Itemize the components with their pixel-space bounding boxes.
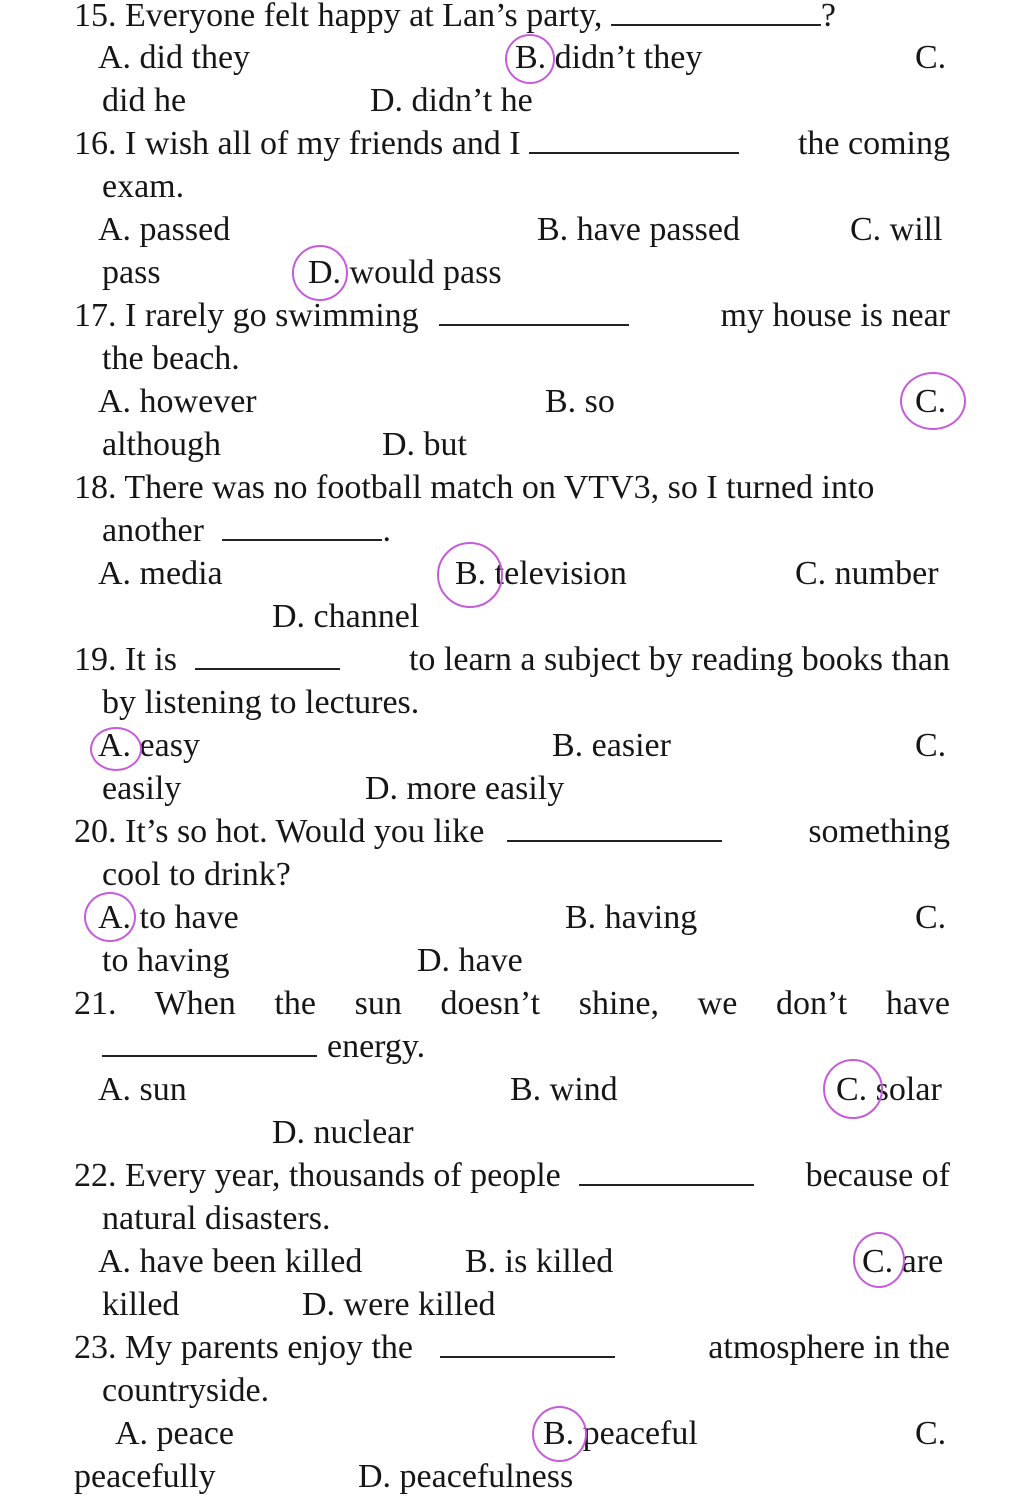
q19-option-c[interactable]: C. bbox=[915, 727, 947, 764]
q15-option-c-cont: did he bbox=[102, 82, 187, 119]
question-16-stem: 16. I wish all of my friends and I the coming bbox=[74, 122, 950, 165]
q19-option-a[interactable]: A. easy bbox=[98, 727, 200, 764]
q21-option-b[interactable]: B. wind bbox=[510, 1071, 618, 1108]
q16-option-d[interactable]: D. would pass bbox=[308, 254, 502, 291]
q16-option-c[interactable]: C. will bbox=[850, 211, 943, 248]
q22-option-c-cont: killed bbox=[102, 1286, 180, 1323]
q15-option-a[interactable]: A. did they bbox=[98, 39, 251, 76]
q20-option-c-cont: to having bbox=[102, 942, 230, 979]
q20-option-d[interactable]: D. have bbox=[417, 942, 523, 979]
question-22-stem: 22. Every year, thousands of people because of bbox=[74, 1154, 950, 1197]
q22-stem-cont: natural disasters. bbox=[102, 1200, 331, 1237]
question-19-stem: 19. It is to learn a subject by reading books than bbox=[74, 638, 950, 681]
q16-stem-cont: exam. bbox=[102, 168, 185, 205]
q19-option-b[interactable]: B. easier bbox=[552, 727, 671, 764]
q17-option-a[interactable]: A. however bbox=[98, 383, 257, 420]
q22-option-b[interactable]: B. is killed bbox=[465, 1243, 614, 1280]
question-23-stem: 23. My parents enjoy the atmosphere in the bbox=[74, 1326, 950, 1369]
q23-option-a[interactable]: A. peace bbox=[115, 1415, 234, 1452]
q20-option-b[interactable]: B. having bbox=[565, 899, 698, 936]
q18-option-b[interactable]: B. television bbox=[455, 555, 627, 592]
q15-option-b[interactable]: B. didn’t they bbox=[515, 39, 703, 76]
question-17-stem: 17. I rarely go swimming my house is near bbox=[74, 294, 950, 337]
q23-option-c-cont: peacefully bbox=[74, 1458, 216, 1495]
q23-option-b[interactable]: B. peaceful bbox=[543, 1415, 698, 1452]
q15-option-d[interactable]: D. didn’t he bbox=[370, 82, 533, 119]
q17-option-b[interactable]: B. so bbox=[545, 383, 615, 420]
q17-option-c[interactable]: C. bbox=[915, 383, 947, 420]
q20-option-c[interactable]: C. bbox=[915, 899, 947, 936]
q18-option-a[interactable]: A. media bbox=[98, 555, 223, 592]
q21-stem-cont: energy. bbox=[102, 1025, 425, 1068]
q21-option-a[interactable]: A. sun bbox=[98, 1071, 187, 1108]
q19-stem-cont: by listening to lectures. bbox=[102, 684, 420, 721]
q19-option-d[interactable]: D. more easily bbox=[365, 770, 565, 807]
q23-option-c[interactable]: C. bbox=[915, 1415, 947, 1452]
q19-option-c-cont: easily bbox=[102, 770, 182, 807]
q20-stem-cont: cool to drink? bbox=[102, 856, 291, 893]
q16-option-a[interactable]: A. passed bbox=[98, 211, 231, 248]
q18-option-d[interactable]: D. channel bbox=[272, 598, 420, 635]
q21-option-d[interactable]: D. nuclear bbox=[272, 1114, 414, 1151]
q23-stem-cont: countryside. bbox=[102, 1372, 270, 1409]
q22-option-a[interactable]: A. have been killed bbox=[98, 1243, 363, 1280]
q22-option-d[interactable]: D. were killed bbox=[302, 1286, 496, 1323]
q18-option-c[interactable]: C. number bbox=[795, 555, 939, 592]
q16-option-c-cont: pass bbox=[102, 254, 161, 291]
q17-stem-cont: the beach. bbox=[102, 340, 240, 377]
q17-option-d[interactable]: D. but bbox=[382, 426, 467, 463]
question-20-stem: 20. It’s so hot. Would you like something bbox=[74, 810, 950, 853]
question-18-stem: 18. There was no football match on VTV3, so I turned into bbox=[74, 469, 875, 506]
question-15-stem: 15. Everyone felt happy at Lan’s party, ? bbox=[74, 0, 836, 37]
q22-option-c[interactable]: C. are bbox=[862, 1243, 944, 1280]
q21-option-c[interactable]: C. solar bbox=[836, 1071, 942, 1108]
q15-option-c[interactable]: C. bbox=[915, 39, 947, 76]
q23-option-d[interactable]: D. peacefulness bbox=[358, 1458, 574, 1495]
q17-option-c-cont: although bbox=[102, 426, 221, 463]
q18-stem-cont: another . bbox=[102, 509, 391, 552]
question-21-stem: 21. When the sun doesn’t shine, we don’t have bbox=[74, 985, 950, 1022]
q20-option-a[interactable]: A. to have bbox=[98, 899, 239, 936]
q16-option-b[interactable]: B. have passed bbox=[537, 211, 741, 248]
